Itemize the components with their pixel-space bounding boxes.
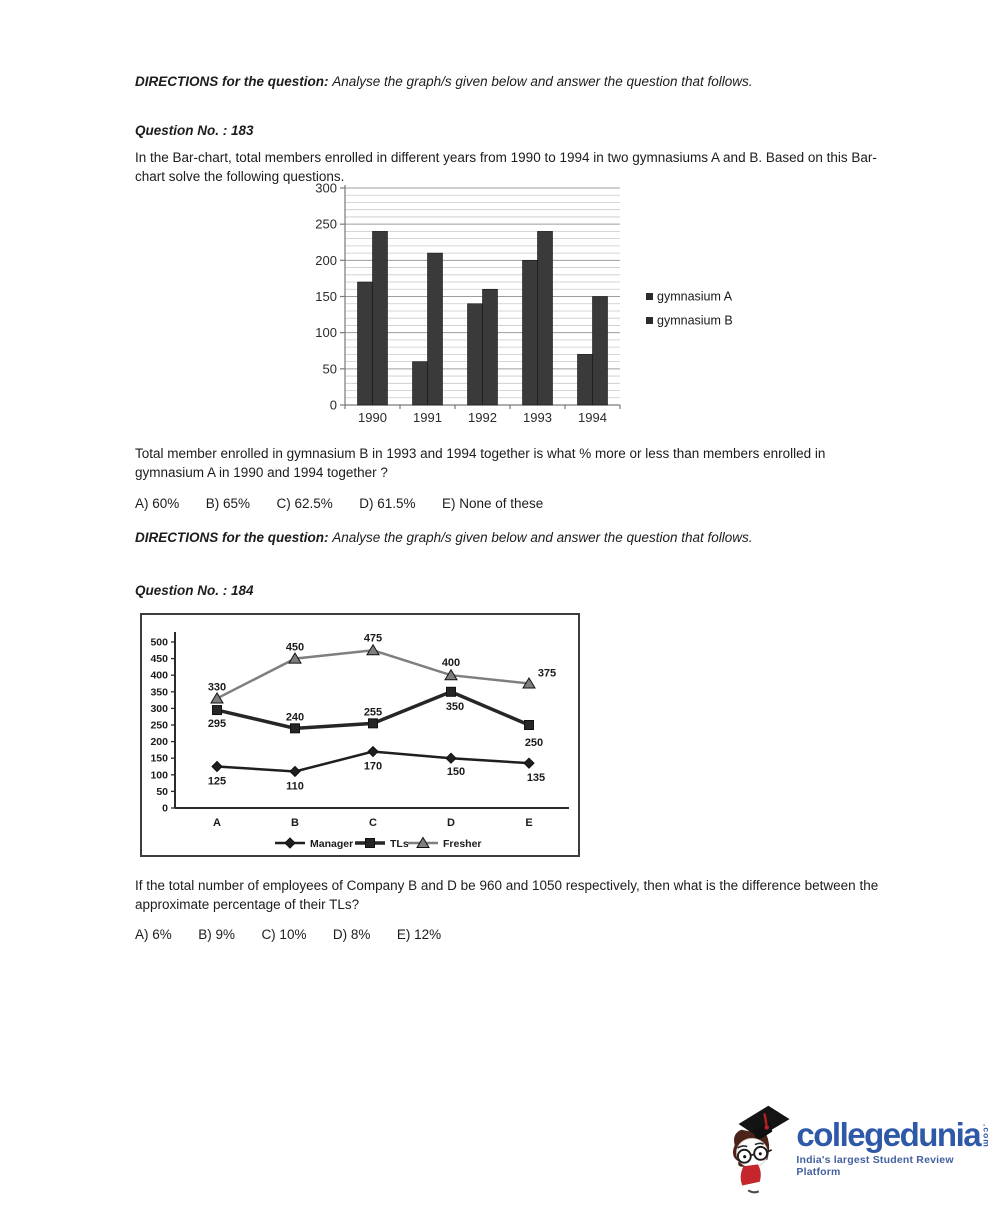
question-intro-183: In the Bar-chart, total members enrolled in different years from 1990 to 1994 in two gymnasiums A and B. Based on this Bar-chart solve the following questions. <box>135 150 877 184</box>
bar-chart-svg <box>298 183 768 435</box>
svg-text:350: 350 <box>150 686 168 699</box>
svg-text:150: 150 <box>150 752 168 765</box>
line-chart-svg <box>142 615 578 855</box>
option-184-b: B) 9% <box>198 927 235 942</box>
question-number-183: Question No. : 183 <box>135 123 254 138</box>
bar-chart-figure <box>298 183 768 440</box>
svg-text:295: 295 <box>207 718 227 731</box>
svg-text:300: 300 <box>315 183 337 196</box>
svg-text:330: 330 <box>207 681 227 694</box>
brand-text: collegedunia <box>796 1116 981 1153</box>
option-184-d: D) 8% <box>332 927 371 942</box>
svg-text:1990: 1990 <box>358 410 387 425</box>
svg-text:450: 450 <box>285 641 305 654</box>
options-184 <box>135 926 463 944</box>
option-183-a: A) 60% <box>135 496 180 511</box>
svg-text:250: 250 <box>315 216 337 232</box>
svg-text:TLs: TLs <box>390 838 409 850</box>
question-number-184: Question No. : 184 <box>135 583 254 598</box>
svg-text:150: 150 <box>315 289 337 304</box>
options-183 <box>135 495 565 513</box>
svg-text:100: 100 <box>150 769 168 782</box>
svg-text:475: 475 <box>363 632 383 645</box>
svg-text:255: 255 <box>363 706 383 719</box>
brand-suffix: .com <box>981 1124 992 1148</box>
svg-text:A: A <box>213 817 221 829</box>
svg-text:Fresher: Fresher <box>443 838 482 850</box>
svg-text:gymnasium A: gymnasium A <box>657 289 733 304</box>
directions-label: DIRECTIONS for the question: <box>135 74 329 89</box>
svg-text:400: 400 <box>441 657 461 670</box>
collegedunia-logo <box>727 1100 993 1198</box>
svg-text:240: 240 <box>285 711 305 724</box>
option-184-a: A) 6% <box>135 927 172 942</box>
svg-text:50: 50 <box>156 785 168 798</box>
svg-text:375: 375 <box>537 667 557 680</box>
collegedunia-mascot-icon <box>727 1100 792 1198</box>
svg-text:170: 170 <box>363 760 383 773</box>
option-184-c: C) 10% <box>261 927 307 942</box>
option-183-d: D) 61.5% <box>359 496 416 511</box>
brand-tagline: India's largest Student Review Platform <box>796 1154 954 1178</box>
svg-text:1992: 1992 <box>468 410 497 425</box>
directions-text: Analyse the graph/s given below and answer the question that follows. <box>332 74 753 89</box>
svg-text:1993: 1993 <box>523 410 552 425</box>
option-183-c: C) 62.5% <box>276 496 333 511</box>
svg-text:135: 135 <box>526 772 546 785</box>
svg-text:50: 50 <box>322 361 337 377</box>
option-183-e: E) None of these <box>441 496 544 511</box>
svg-text:250: 250 <box>150 719 168 732</box>
line-chart-figure <box>140 613 580 857</box>
option-183-b: B) 65% <box>205 496 251 511</box>
svg-text:Manager: Manager <box>310 838 354 850</box>
svg-text:0: 0 <box>162 802 168 815</box>
directions-text: Analyse the graph/s given below and answer the question that follows. <box>332 530 753 545</box>
option-184-e: E) 12% <box>396 927 442 942</box>
svg-text:150: 150 <box>446 766 466 779</box>
directions-183 <box>135 74 895 89</box>
svg-text:1994: 1994 <box>578 410 607 425</box>
svg-text:400: 400 <box>150 669 168 682</box>
directions-label: DIRECTIONS for the question: <box>135 530 329 545</box>
question-text-183: Total member enrolled in gymnasium B in 1993 and 1994 together is what % more or less than members enrolled in gymnasium A in 1990 and 1994 together ? <box>135 446 826 480</box>
svg-text:gymnasium B: gymnasium B <box>657 313 733 328</box>
directions-184 <box>135 530 895 545</box>
svg-text:450: 450 <box>150 653 168 666</box>
svg-text:200: 200 <box>315 252 337 268</box>
svg-text:C: C <box>369 817 377 829</box>
svg-text:500: 500 <box>150 636 168 649</box>
svg-text:200: 200 <box>150 736 168 749</box>
question-text-184: If the total number of employees of Company B and D be 960 and 1050 respectively, then what is the difference between the approximate percentage of their TLs? <box>135 878 879 912</box>
svg-text:1991: 1991 <box>413 410 442 425</box>
svg-text:110: 110 <box>286 780 304 793</box>
svg-text:300: 300 <box>150 702 168 715</box>
svg-text:E: E <box>525 817 533 829</box>
svg-text:B: B <box>291 817 299 829</box>
svg-text:D: D <box>447 817 455 829</box>
svg-text:125: 125 <box>207 775 227 788</box>
svg-text:350: 350 <box>445 700 465 713</box>
svg-text:0: 0 <box>329 397 337 413</box>
svg-text:250: 250 <box>524 737 544 749</box>
svg-text:100: 100 <box>315 325 337 341</box>
